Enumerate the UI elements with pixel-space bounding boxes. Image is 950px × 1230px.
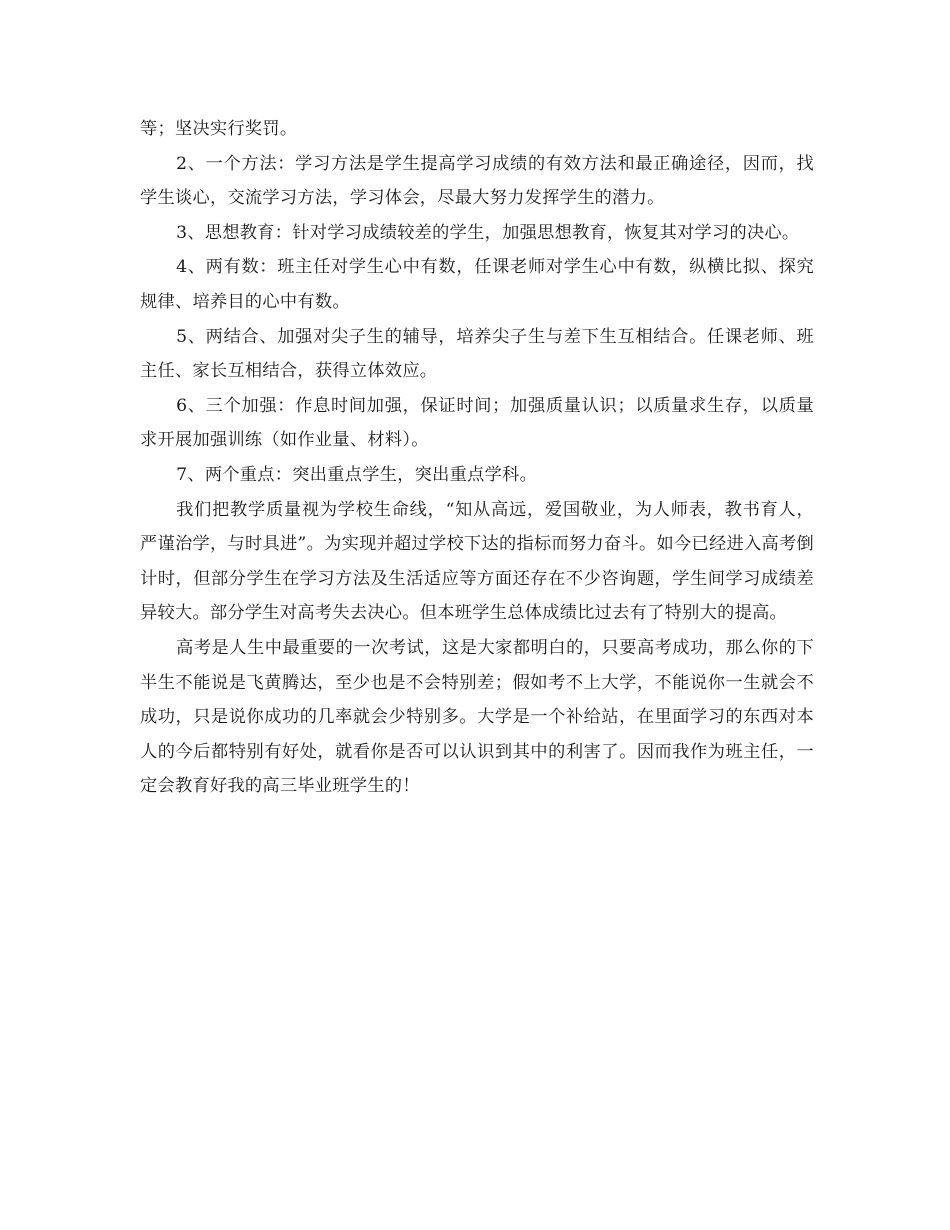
paragraph-one-method: 2、一个方法：学习方法是学生提高学习成绩的有效方法和最正确途径，因而，找学生谈心，交流学习方法，学习体会，尽最大努力发挥学生的潜力。	[140, 153, 814, 209]
paragraph-three-strengthening: 6、三个加强：作息时间加强，保证时间；加强质量认识；以质量求生存，以质量求开展加强训练（如作业量、材料）。	[140, 395, 814, 451]
paragraph-ideological-education: 3、思想教育：针对学习成绩较差的学生，加强思想教育，恢复其对学习的决心。	[176, 222, 800, 243]
paragraph-college-exam: 高考是人生中最重要的一次考试，这是大家都明白的，只要高考成功，那么你的下半生不能说是飞黄腾达，至少也是不会特别差；假如考不上大学，不能说你一生就会不成功，只是说你成功的几率就会少特别多。大学是一个补给站，在里面学习的东西对本人的今后都特别有好处，就看你是否可以认识到其中的利害了。因而我作为班主任，一定会教育好我的高三毕业班学生的！	[140, 637, 814, 797]
document-body	[140, 112, 814, 804]
paragraph-two-awareness: 4、两有数：班主任对学生心中有数，任课老师对学生心中有数，纵横比拟、探究规律、培养目的心中有数。	[140, 257, 814, 312]
paragraph-two-combinations: 5、两结合、加强对尖子生的辅导，培养尖子生与差下生互相结合。任课老师、班主任、家长互相结合，获得立体效应。	[140, 326, 814, 382]
paragraph-teaching-quality: 我们把教学质量视为学校生命线，“知从高远，爱国敬业，为人师表，教书育人，严谨治学，与时具进”。为实现并超过学校下达的指标而努力奋斗。如今已经进入高考倒计时，但部分学生在学习方法及生活适应等方面还存在不少咨询题，学生间学习成绩差异较大。部分学生对高考失去决心。但本班学生总体成绩比过去有了特别大的提高。	[140, 499, 814, 624]
paragraph-continuation: 等；坚决实行奖罚。	[140, 119, 298, 139]
paragraph-two-key-points: 7、两个重点：突出重点学生，突出重点学科。	[176, 464, 538, 485]
